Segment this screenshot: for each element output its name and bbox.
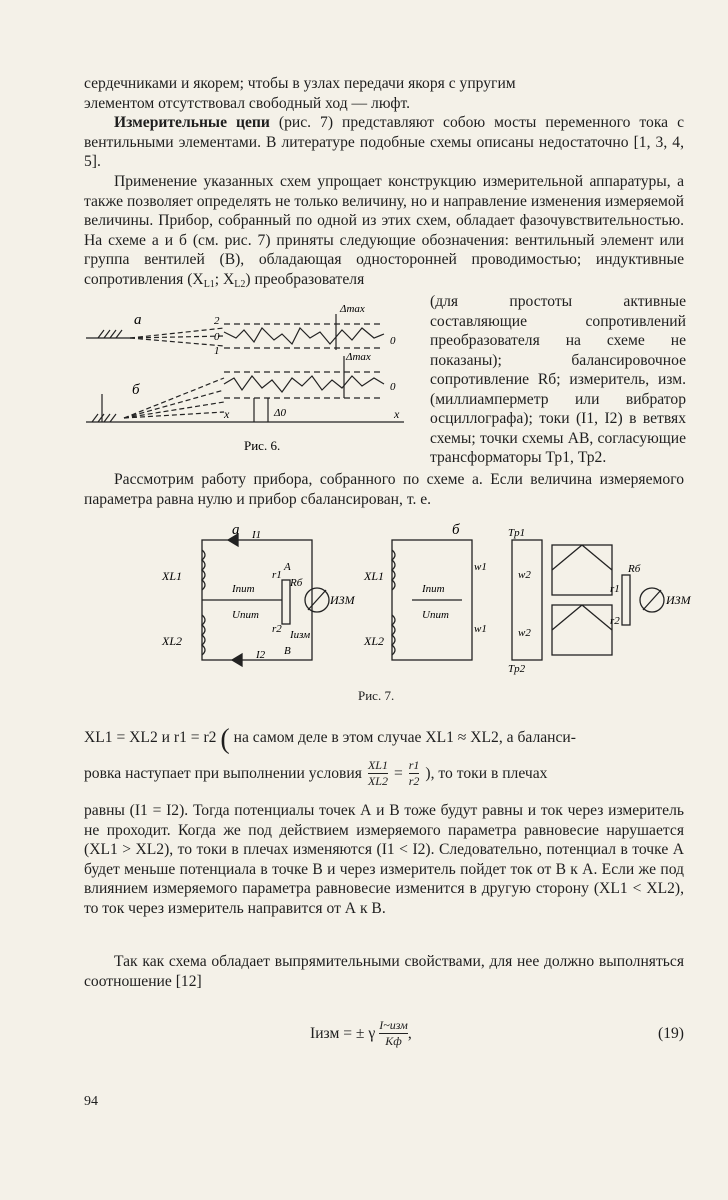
fig6-tick-0: 0 — [214, 331, 220, 343]
fig7-xl1: XL1 — [162, 569, 183, 583]
fig6-delta-max-b: Δmax — [346, 351, 371, 363]
paragraph-measure — [84, 113, 684, 172]
fig7-rb: Rб — [290, 577, 303, 589]
fig7-pt-b: B — [284, 645, 291, 657]
paragraph-top — [84, 74, 684, 113]
frac-num: XL1 — [367, 758, 388, 772]
equation-line-2 — [84, 758, 684, 789]
fig7-label-a: а — [232, 522, 240, 538]
fig7-xl2-b: XL2 — [364, 634, 385, 648]
paragraph-text: Рассмотрим работу прибора, собранного по схеме а. Если величина измеряемого параметра равна нулю и прибор сбалансирован, т. е. — [84, 471, 684, 508]
formula-num: I~изм — [379, 1018, 408, 1032]
paragraph-apply: Применение указанных схем упрощает конструкцию измерительной аппаратуры, а также позволяет определять не только величину, но и направление изменения измеряемой величины. Прибор, собранный по одной из этих схем, обладает фазочувствительностью. На схеме а и б (см. рис. 7) приняты следующие обозначения: вентильный элемент или группа вентилей (В), обладающая односторонней проводимостью; индуктивные сопротивления ($X_{L1}$; $X_{L2}$) преобразователя — [84, 173, 684, 290]
fig7-izm-b: ИЗМ — [666, 593, 691, 607]
fig7-i2: I2 — [256, 649, 266, 661]
fig7-tp2: Tp2 — [508, 663, 526, 675]
eq2-right: ), то токи в плечах — [425, 764, 548, 782]
formula-den: Kф — [385, 1034, 402, 1048]
fig6-tick-1: 1 — [214, 345, 220, 357]
fig7-pt-a: A — [284, 561, 291, 573]
term-heading: Измерительные цепи — [114, 114, 270, 131]
fig7-iizm: Iизм — [290, 629, 311, 641]
figure-7 — [132, 520, 691, 685]
fig6-tick-2: 2 — [214, 315, 220, 327]
fig6-caption: Рис. 6. — [244, 438, 281, 453]
fig6-axis-o-b: 0 — [390, 381, 396, 393]
fig6-delta-0: Δ0 — [274, 407, 286, 419]
formula-lhs: Iизм = ± γ — [310, 1024, 376, 1042]
paragraph-text: Так как схема обладает выпрямительными свойствами, для нее должно выполняться соотношение [12] — [84, 953, 684, 990]
fig7-upit-b: Uпит — [422, 609, 449, 621]
fig7-izm: ИЗМ — [330, 593, 355, 607]
fig7-upit: Uпит — [232, 609, 259, 621]
fig6-hatch-b — [92, 414, 116, 422]
fig6-label-a: а — [134, 312, 142, 328]
eq-paren-text: на самом деле в этом случае XL1 ≈ XL2, а баланси- — [233, 729, 576, 746]
fig6-label-b: б — [132, 382, 140, 398]
fig7-r2: r2 — [272, 623, 282, 635]
fig6-axis-x: x — [224, 407, 230, 421]
fig6-delta-max: Δmax — [340, 303, 365, 315]
paragraph-text: (рис. 7) представляют собою мосты переменного тока с вентильными элементами. В литературе подобные схемы описаны недостаточно [1, 3, 4, 5]. — [84, 114, 685, 170]
fig7-i1: I1 — [252, 529, 262, 541]
fig7-r2-b: r2 — [610, 615, 620, 627]
fig7-rb-b: Rб — [628, 563, 641, 575]
side-text: (для простоты активные составляющие сопротивлений преобразователя на схеме не показаны); балансировочное сопротивление Rб; измеритель, изм. (миллиамперметр или вибратор осциллографа); токи (I1, I2) в ветвях схемы; точки схемы АВ, согласующие трансформаторы Тр1, Тр2. — [430, 293, 686, 466]
formula-19 — [84, 1018, 684, 1049]
page-number: 94 — [84, 1094, 98, 1109]
frac2-num: r1 — [408, 758, 420, 772]
eq-left: XL1 = XL2 и r1 = r2 — [84, 729, 217, 746]
paragraph-text: равны (I1 = I2). Тогда потенциалы точек А и В тоже будут равны и ток через измеритель не проходит. Когда же под действием измеряемого параметра равновесие нарушается (XL1 > XL2), то токи в плечах изменяются (I1 < I2). Следовательно, потенциал в точке А будет меньше потенциала в точке В и через измеритель пойдет ток от В к А. Если же под влиянием измеряемого параметра равновесие изменится в другую сторону (XL1 < XL2), то ток через измеритель направится от А к В. — [84, 802, 684, 917]
formula-comma: , — [407, 1024, 412, 1042]
fig7-xl2: XL2 — [162, 634, 183, 648]
paragraph-text: Применение указанных схем упрощает конструкцию измерительной аппаратуры, а также позволяет определять не только величину, но и направление изменения измеряемой величины. Прибор, собранный по одной из этих схем, обладает фазочувствительностью. На схеме а и б (см. рис. 7) приняты следующие обозначения: вентильный элемент или группа вентилей (В), обладающая односторонней проводимостью; индуктивные сопротивления (X — [84, 173, 684, 288]
paragraph-potentials — [84, 801, 684, 918]
fig7-w2: w2 — [518, 569, 531, 581]
equation-line-1: XL1 = XL2 и r1 = r2 ( на самом деле в этом случае XL1 ≈ XL2, а баланси- — [84, 724, 576, 755]
fig7-ipit-b: Iпит — [422, 583, 445, 595]
fig7-tp1: Tp1 — [508, 527, 526, 539]
eq2-left: ровка наступает при выполнении условия — [84, 764, 362, 782]
frac-den: XL2 — [367, 774, 388, 788]
frac2-den: r2 — [408, 774, 420, 788]
fig7-xl1-b: XL1 — [364, 569, 385, 583]
text-line: элементом отсутствовал свободный ход — люфт. — [84, 94, 411, 112]
fig7-r1: r1 — [272, 569, 282, 581]
fig7-w1: w1 — [474, 561, 487, 573]
fig7-w2-b: w2 — [518, 627, 531, 639]
fig7-caption: Рис. 7. — [358, 688, 395, 703]
fig6-axis-o: 0 — [390, 335, 396, 347]
fig6-axis-x-end: x — [394, 407, 400, 421]
fig7-r1-b: r1 — [610, 583, 620, 595]
paragraph-text-tail: ) преобразователя — [245, 270, 365, 288]
fig7-label-b: б — [452, 522, 460, 538]
fig6-hatch-a — [98, 330, 122, 338]
fig7-ipit: Iпит — [232, 583, 255, 595]
text-line: сердечниками и якорем; чтобы в узлах передачи якоря с упругим — [84, 75, 516, 92]
eq2-eq: = — [393, 764, 403, 782]
paragraph-consider — [84, 470, 684, 509]
figure-6 — [84, 294, 416, 462]
fig7-w1-b: w1 — [474, 623, 487, 635]
paragraph-rect — [84, 952, 684, 991]
formula-number: (19) — [658, 1024, 684, 1042]
